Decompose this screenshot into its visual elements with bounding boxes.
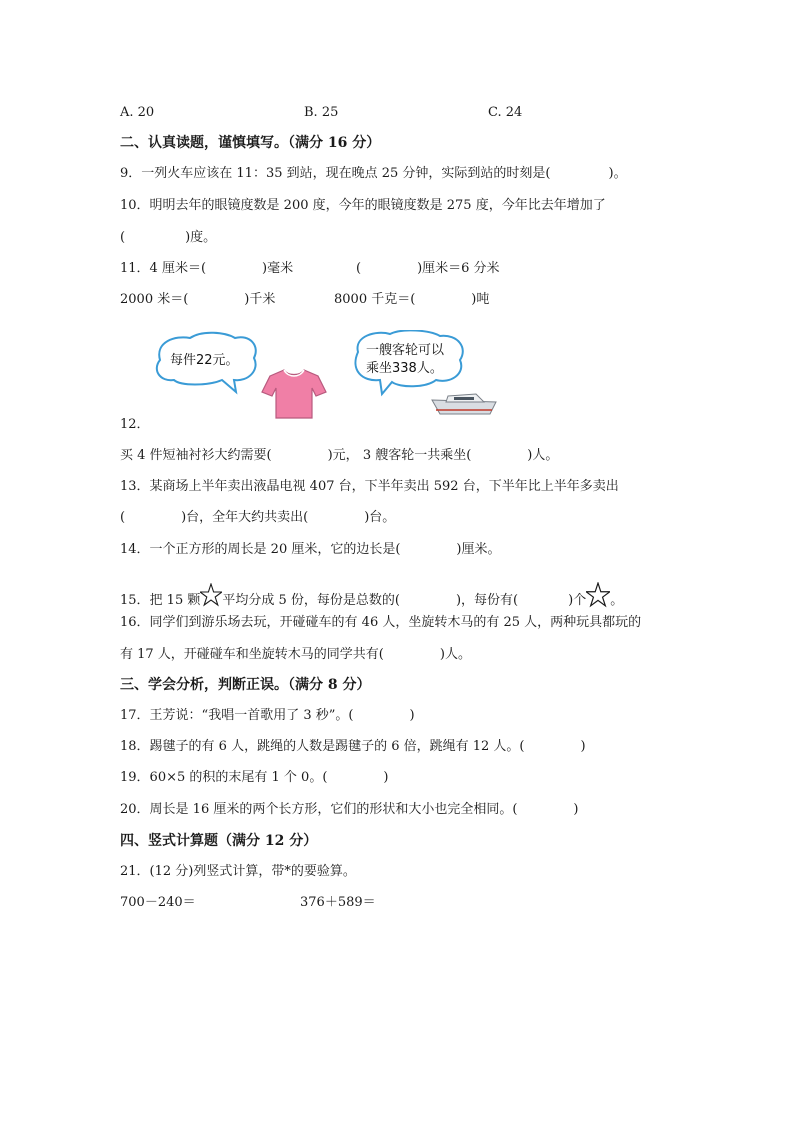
question-10-line2	[120, 229, 216, 247]
q11-c-end: )千米	[244, 292, 276, 307]
section-4-heading: 四、竖式计算题（满分 12 分）	[120, 833, 318, 849]
question-13-line2	[120, 509, 395, 527]
question-9	[120, 165, 627, 183]
bubble-ship-text-2: 乘坐338人。	[366, 361, 443, 376]
question-21-expr-1: 700－240＝	[120, 895, 196, 910]
q12-text-b: )元， 3 艘客轮一共乘坐(	[327, 448, 472, 463]
q14-end: )厘米。	[456, 542, 501, 557]
q15-text-c: )，每份有(	[455, 593, 519, 608]
question-21-expr-2: 376＋589＝	[300, 895, 376, 910]
q13-text: 13．某商场上半年卖出液晶电视 407 台，下半年卖出 592 台，下半年比上半年多卖出	[120, 479, 619, 494]
q12-text-a: 买 4 件短袖衬衫大约需要(	[120, 448, 272, 463]
question-16	[120, 614, 641, 632]
question-17	[120, 707, 415, 725]
q15-text-e: 。	[610, 593, 624, 608]
q10-text: 10．明明去年的眼镜度数是 200 度，今年的眼镜度数是 275 度，今年比去年增加了	[120, 198, 606, 213]
q14-text: 14．一个正方形的周长是 20 厘米，它的边长是(	[120, 542, 401, 557]
q11-a-text: 11．4 厘米＝(	[120, 261, 207, 276]
q19-end: )	[383, 770, 389, 785]
q15-text-d: )个	[568, 593, 587, 608]
q18-end: )	[580, 739, 586, 754]
bubble-price-text: 每件22元。	[170, 353, 239, 368]
question-11-b	[356, 260, 500, 278]
question-15	[120, 582, 623, 610]
q15-text-b: 平均分成 5 份，每份是总数的(	[222, 593, 400, 608]
price-speech-bubble	[157, 333, 256, 392]
q13-mid: )台，全年大约共卖出(	[181, 510, 309, 525]
star-icon	[586, 582, 610, 608]
bubble-ship-text-1: 一艘客轮可以	[366, 343, 445, 358]
q11-c-text: 2000 米＝(	[120, 292, 189, 307]
q16-line2: 有 17 人，开碰碰车和坐旋转木马的同学共有(	[120, 647, 384, 662]
question-11-d	[334, 291, 489, 309]
question-13	[120, 478, 619, 496]
q11-b-open: (	[356, 261, 362, 276]
q11-a-end: )毫米	[262, 261, 294, 276]
question-11-a	[120, 260, 293, 278]
question-21: 21．(12 分)列竖式计算，带*的要验算。	[120, 864, 356, 879]
ship-icon	[432, 394, 496, 414]
q10-end: )度。	[185, 230, 217, 245]
question-12-number: 12．	[120, 417, 150, 432]
q13-open: (	[120, 510, 126, 525]
q20-text: 20．周长是 16 厘米的两个长方形，它们的形状和大小也完全相同。(	[120, 802, 518, 817]
q12-text-c: )人。	[527, 448, 559, 463]
q12-illustration	[150, 330, 510, 422]
ship-speech-bubble	[355, 330, 462, 394]
section-3-heading: 三、学会分析，判断正误。（满分 8 分）	[120, 677, 371, 693]
q19-text: 19．60×5 的积的末尾有 1 个 0。(	[120, 770, 328, 785]
option-a: A. 20	[120, 105, 155, 120]
q20-end: )	[573, 802, 579, 817]
q17-end: )	[409, 708, 415, 723]
q9-text: 9．一列火车应该在 11：35 到站，现在晚点 25 分钟，实际到站的时刻是(	[120, 166, 551, 181]
option-b: B. 25	[304, 105, 339, 120]
question-16-line2	[120, 646, 471, 664]
q11-d-text: 8000 千克＝(	[334, 292, 416, 307]
question-12	[120, 447, 558, 465]
q17-text: 17．王芳说：“我唱一首歌用了 3 秒”。(	[120, 708, 354, 723]
section-2-heading: 二、认真读题，谨慎填写。（满分 16 分）	[120, 135, 381, 151]
question-18	[120, 738, 586, 756]
q10-open: (	[120, 230, 126, 245]
q9-end: )。	[608, 166, 627, 181]
question-19	[120, 769, 388, 787]
question-10	[120, 197, 606, 215]
question-11-c	[120, 291, 275, 309]
star-icon	[200, 583, 222, 607]
q13-end: )台。	[364, 510, 396, 525]
shirt-icon	[262, 370, 326, 418]
q16-end: )人。	[439, 647, 471, 662]
option-c: C. 24	[488, 105, 523, 120]
q18-text: 18．踢毽子的有 6 人，跳绳的人数是踢毽子的 6 倍，跳绳有 12 人。(	[120, 739, 525, 754]
q16-line1: 16．同学们到游乐场去玩，开碰碰车的有 46 人，坐旋转木马的有 25 人，两种玩具都玩的	[120, 615, 642, 630]
q11-d-end: )吨	[471, 292, 490, 307]
q11-b-end: )厘米＝6 分米	[417, 261, 500, 276]
question-14	[120, 541, 501, 559]
question-20	[120, 801, 579, 819]
q15-text-a: 15．把 15 颗	[120, 593, 201, 608]
